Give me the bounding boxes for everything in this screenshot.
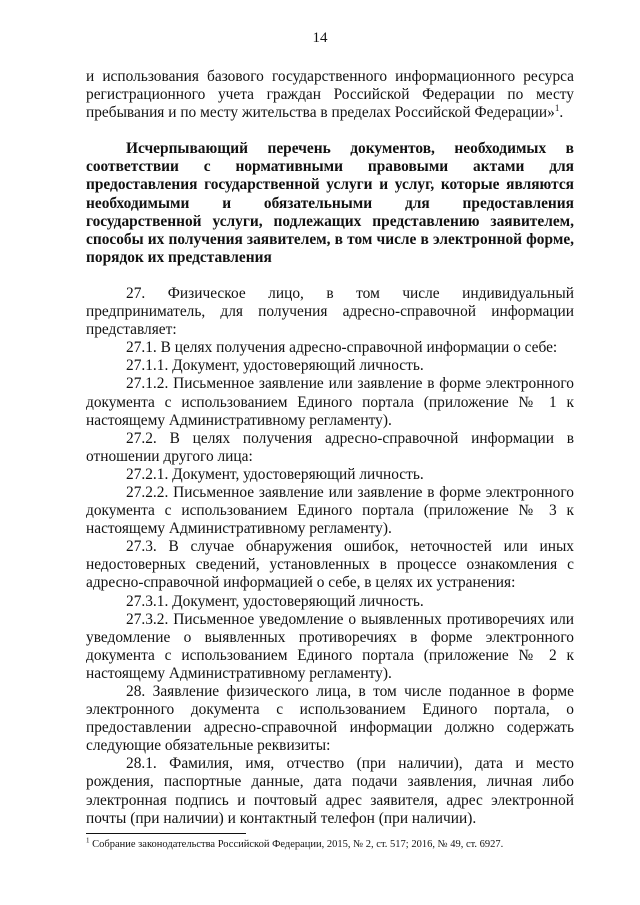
section-heading: Исчерпывающий перечень документов, необходимых в соответствии с нормативными правовыми актами для предоставления государственной услуги и услуг, которые являются необходимыми и обязательными для предоставления государственной услуги, подлежащих представлению заявителем, способы их получения заявителем, в том числе в электронной форме, порядок их представления [86,140,574,266]
paragraph-27-1-2: 27.1.2. Письменное заявление или заявление в форме электронного документа с использованием Единого портала (приложение № 1 к настоящему Административному регламенту). [86,375,574,429]
paragraph-27-2-2: 27.2.2. Письменное заявление или заявление в форме электронного документа с использованием Единого портала (приложение № 3 к настоящему Административному регламенту). [86,483,574,538]
intro-end: . [559,104,564,122]
page-number: 14 [312,30,328,46]
footnote-divider [86,833,246,834]
intro-paragraph [86,68,574,122]
paragraph-27-1-1: 27.1.1. Документ, удостоверяющий личность. [126,357,424,375]
paragraph-27: 27. Физическое лицо, в том числе индивидуальный предприниматель, для получения адресно-справочной информации представляет: [86,284,574,339]
paragraph-27-1: 27.1. В целях получения адресно-справочной информации о себе: [126,339,558,357]
paragraph-27-3: 27.3. В случае обнаружения ошибок, неточностей или иных недостоверных сведений, установленных в процессе ознакомления с адресно-справочной информацией о себе, в целях их устранения: [86,538,574,592]
footnote [86,838,576,851]
paragraph-27-2: 27.2. В целях получения адресно-справочной информации в отношении другого лица: [86,429,574,465]
paragraph-28: 28. Заявление физического лица, в том числе поданное в форме электронного документа с использованием Единого портала, о предоставлении адресно-справочной информации должно содержать следующие обязательные реквизиты: [86,683,574,755]
footnote-reference: 1 [554,103,560,114]
paragraph-27-2-1: 27.2.1. Документ, удостоверяющий личность. [126,465,424,483]
footnote-marker: 1 [86,836,90,845]
paragraph-28-1: 28.1. Фамилия, имя, отчество (при наличии), дата и место рождения, паспортные данные, дата подачи заявления, личная либо электронная подпись и почтовый адрес заявителя, адрес электронной почты (при наличии) и контактный телефон (при наличии). [86,755,574,827]
footnote-text: Собрание законодательства Российской Федерации, 2015, № 2, ст. 517; 2016, № 49, ст. 6927. [92,839,504,850]
document-body [86,68,574,828]
intro-text: и использования базового государственного информационного ресурса регистрационного учета граждан Российской Федерации по месту пребывания и по месту жительства в пределах Российской Федерации» [86,68,574,122]
paragraph-27-3-2: 27.3.2. Письменное уведомление о выявленных противоречиях или уведомление о выявленных противоречиях в форме электронного документа с использованием Единого портала (приложение № 2 к настоящему Административному регламенту). [86,610,574,682]
paragraph-27-3-1: 27.3.1. Документ, удостоверяющий личность. [126,592,424,610]
